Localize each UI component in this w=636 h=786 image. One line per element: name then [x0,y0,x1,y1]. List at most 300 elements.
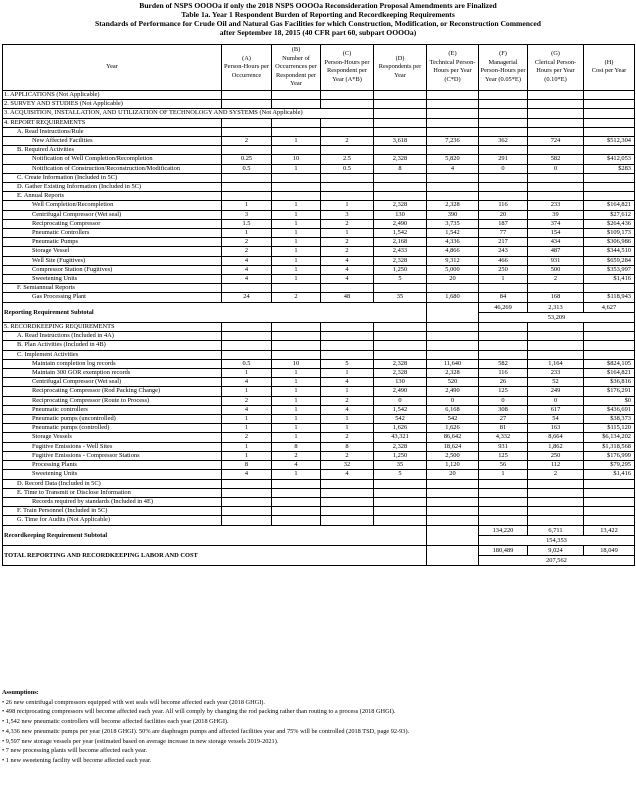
row-value-d [374,173,427,182]
row-value-b: 1 [272,470,321,479]
row-value-f [479,100,528,109]
row-value-c: 5 [321,359,374,368]
row-value-g [528,332,584,341]
row-value-b: 4 [272,461,321,470]
col-header-a [222,45,272,91]
row-value-c: 32 [321,461,374,470]
table-row [3,497,635,506]
row-value-f: 466 [479,256,528,265]
row-label: Pneumatic pumps (controlled) [3,424,222,433]
row-value-d [374,146,427,155]
subtotal-managerial: 6,711 [528,525,584,535]
row-value-b [272,127,321,136]
row-value-a: 24 [222,293,272,302]
row-value-e: 18,624 [427,442,479,451]
row-value-g: 250 [528,451,584,460]
row-value-h: $512,304 [584,136,635,145]
row-value-e [427,146,479,155]
row-label: Pneumatic Controllers [3,229,222,238]
row-value-h: $38,373 [584,415,635,424]
row-value-g [528,146,584,155]
row-value-b: 10 [272,359,321,368]
row-value-f [479,488,528,497]
row-label: Compressor Station (Fugitives) [3,265,222,274]
table-row [3,507,635,516]
row-value-f: 116 [479,201,528,210]
row-value-a: 2 [222,247,272,256]
row-value-f [479,118,528,127]
row-value-b: 8 [272,442,321,451]
row-value-d: 2,328 [374,256,427,265]
row-value-f [479,146,528,155]
row-value-h: $27,612 [584,210,635,219]
table-row [3,516,635,525]
row-value-h [584,284,635,293]
row-value-h [584,127,635,136]
table-row [3,192,635,201]
row-value-b [272,507,321,516]
row-value-g [528,497,584,506]
row-value-f: 187 [479,219,528,228]
row-value-b [272,146,321,155]
row-value-e [427,100,479,109]
row-value-a [222,507,272,516]
row-value-a: 2 [222,396,272,405]
header-line-2: Table 1a. Year 1 Respondent Burden of Reporting and Recordkeeping Requirements [181,10,455,20]
row-value-f [479,90,528,99]
table-row [3,451,635,460]
row-value-c [321,183,374,192]
table-row [3,284,635,293]
row-label: Pneumatic Pumps [3,238,222,247]
row-value-c [321,507,374,516]
row-value-h [584,323,635,332]
row-value-h [584,350,635,359]
col-header-d [374,45,427,91]
document-header [0,0,636,37]
row-value-h: $264,436 [584,219,635,228]
col-code-f: (F) [499,50,507,58]
row-value-h [584,100,635,109]
row-value-c: 8 [321,442,374,451]
row-value-a [222,173,272,182]
row-value-g: 54 [528,415,584,424]
row-label: Well Completion/Recompletion [3,201,222,210]
row-value-d: 3,618 [374,136,427,145]
row-value-b [272,350,321,359]
row-label: E. Time to Transmit or Disclose Information [3,488,222,497]
row-value-g: 168 [528,293,584,302]
subtotal-clerical: 13,422 [584,525,635,535]
row-label: 2. SURVEY AND STUDIES (Not Applicable) [3,100,222,109]
row-value-f: 125 [479,387,528,396]
row-value-b [272,183,321,192]
row-value-e [427,173,479,182]
row-value-e [427,118,479,127]
table-row [3,210,635,219]
assumption-item: • 4,336 new pneumatic pumps per year (2018 GHGI). 50% are diaphragm pumps and affected facilities year and 75% will be controlled (2018 TSD, page 92-93). [2,727,410,735]
row-value-b: 1 [272,229,321,238]
row-value-e [427,192,479,201]
row-value-h: $1,416 [584,470,635,479]
row-label: A. Read Instructions/Rule [3,127,222,136]
row-value-d: 2,433 [374,247,427,256]
row-value-b [272,173,321,182]
col-title-a: Person-Hours per Occurrence [224,63,269,79]
row-value-f: 582 [479,359,528,368]
row-value-e [427,350,479,359]
col-title-e: Technical Person-Hours per Year (C*D) [429,58,476,84]
row-label: Reciprocating Compressor (Rod Packing Change) [3,387,222,396]
row-label: 3. ACQUISITION, INSTALLATION, AND UTILIZATION OF TECHNOLOGY AND SYSTEMS (Not Applicable) [3,109,374,118]
row-value-b: 1 [272,247,321,256]
row-value-b [272,516,321,525]
row-label: New Affected Facilities [3,136,222,145]
row-value-f: 116 [479,369,528,378]
row-label: Processing Plants [3,461,222,470]
row-value-b: 1 [272,275,321,284]
row-value-d: 2,328 [374,369,427,378]
row-value-h: $344,510 [584,247,635,256]
row-value-f [479,323,528,332]
col-title-b: Number of Occurrences per Respondent per Year [275,54,317,88]
table-row [3,461,635,470]
row-value-c [321,332,374,341]
header-line-1: Burden of NSPS OOOOa if only the 2018 NSPS OOOOa Reconsideration Proposal Amendments are Finalized [139,1,497,10]
row-value-e [427,332,479,341]
col-code-h: (H) [604,58,614,66]
row-value-h: $176,291 [584,387,635,396]
row-value-e: 2,328 [427,201,479,210]
row-value-h: $353,997 [584,265,635,274]
row-value-b: 1 [272,369,321,378]
row-value-g: 500 [528,265,584,274]
table-row [3,396,635,405]
row-label: Gas Processing Plant [3,293,222,302]
row-value-f: 84 [479,293,528,302]
row-value-f: 0 [479,396,528,405]
row-value-g: 0 [528,164,584,173]
row-value-g [528,350,584,359]
row-value-f [479,284,528,293]
row-value-f: 931 [479,442,528,451]
row-value-a [222,118,272,127]
row-value-g [528,192,584,201]
row-value-a: 4 [222,256,272,265]
table-row [3,90,635,99]
row-value-b: 1 [272,210,321,219]
row-value-f [479,192,528,201]
row-value-a: 8 [222,461,272,470]
row-value-c [321,127,374,136]
row-value-h [584,90,635,99]
row-value-c: 2 [321,451,374,460]
row-value-c [321,516,374,525]
row-value-d: 1,250 [374,265,427,274]
row-value-g: 724 [528,136,584,145]
row-value-f [479,497,528,506]
row-value-e: 542 [427,415,479,424]
row-value-e [427,90,479,99]
row-value-d: 1,542 [374,405,427,414]
table-row [3,323,635,332]
row-value-a [222,323,272,332]
row-value-g: 112 [528,461,584,470]
assumption-item: • 7 new processing plants will become affected each year. [2,747,148,755]
subtotal-clerical: 18,049 [584,545,635,555]
subtotal-label-reporting: Reporting Requirement Subtotal [3,302,427,322]
table-header-row [3,45,635,91]
row-value-h [584,507,635,516]
row-label: A. Read Instructions (Included in 4A) [3,332,222,341]
row-value-g: 2 [528,275,584,284]
row-label: Reciprocating Compressor (Route to Process) [3,396,222,405]
row-value-a: 1 [222,442,272,451]
row-value-c: 0.5 [321,164,374,173]
row-value-h: $824,105 [584,359,635,368]
row-label: C. Create Information (Included in 5C) [3,173,222,182]
assumption-item: • 498 reciprocating compressors will become affected each year. All will comply by changing the rod packing rather than routing to a process (2018 GHGI). [2,708,396,716]
subtotal-managerial: 2,313 [528,302,584,312]
table-row [3,229,635,238]
row-value-f [479,507,528,516]
row-value-b: 1 [272,396,321,405]
col-code-e: (E) [448,50,457,58]
row-value-a: 1 [222,387,272,396]
row-value-e [427,127,479,136]
row-value-e: 7,236 [427,136,479,145]
row-value-g: 39 [528,210,584,219]
row-value-e: 3,735 [427,219,479,228]
row-value-a: 4 [222,275,272,284]
row-value-e [427,479,479,488]
row-value-g: 249 [528,387,584,396]
row-value-g [528,479,584,488]
row-value-b: 1 [272,136,321,145]
row-label: Centrifugal Compressor (Wet seal) [3,378,222,387]
row-value-g: 163 [528,424,584,433]
table-row [3,442,635,451]
row-value-a [222,100,272,109]
row-value-g [528,118,584,127]
row-value-c: 1 [321,369,374,378]
row-value-f: 0 [479,164,528,173]
row-value-c: 1 [321,201,374,210]
row-value-a: 4 [222,378,272,387]
row-value-h: $0 [584,396,635,405]
row-value-g [528,488,584,497]
row-value-h [584,341,635,350]
row-value-b [272,100,321,109]
row-label: 5. RECORDKEEPING REQUIREMENTS [3,323,222,332]
table-row [3,109,635,118]
row-value-g [528,284,584,293]
row-value-g: 2 [528,470,584,479]
row-value-e: 1,120 [427,461,479,470]
table-row [3,359,635,368]
row-value-h: $79,295 [584,461,635,470]
row-value-g: 617 [528,405,584,414]
subtotal-technical: 180,489 [479,545,528,555]
row-value-e: 11,640 [427,359,479,368]
row-value-c: 2 [321,238,374,247]
table-row [3,100,635,109]
row-value-h: $412,053 [584,155,635,164]
row-value-g: 52 [528,378,584,387]
row-value-d: 0 [374,396,427,405]
row-value-b [272,192,321,201]
row-value-h: $283 [584,164,635,173]
assumption-item: • 1 new sweetening facility will become affected each year. [2,756,152,764]
table-row [3,341,635,350]
row-value-g [528,109,584,118]
row-label: G. Time for Audits (Not Applicable) [3,516,222,525]
row-value-d: 35 [374,293,427,302]
row-label: F. Semiannual Reports [3,284,222,293]
row-value-g: 931 [528,256,584,265]
subtotal-label-total: TOTAL REPORTING AND RECORDKEEPING LABOR AND COST [3,545,427,565]
row-value-b: 1 [272,387,321,396]
row-value-e: 0 [427,396,479,405]
row-value-e [427,516,479,525]
table-row [3,378,635,387]
row-value-c [321,173,374,182]
row-value-d: 2,490 [374,219,427,228]
row-value-g [528,516,584,525]
row-value-g: 1,862 [528,442,584,451]
row-value-g: 582 [528,155,584,164]
row-value-a: 1 [222,424,272,433]
row-value-b: 10 [272,155,321,164]
row-value-f [479,183,528,192]
row-value-e: 2,500 [427,451,479,460]
row-value-a: 1.5 [222,219,272,228]
row-value-g [528,127,584,136]
table-row [3,293,635,302]
row-value-d: 5 [374,470,427,479]
row-value-c [321,118,374,127]
row-value-d [374,332,427,341]
row-value-c: 4 [321,256,374,265]
table-row [3,173,635,182]
row-value-d [374,109,427,118]
header-line-3: Standards of Performance for Crude Oil and Natural Gas Facilities for which Construction, Modification, or Reconstruction Commenced [95,19,541,29]
row-value-f: 125 [479,451,528,460]
row-value-c: 4 [321,265,374,274]
table-row [3,415,635,424]
row-label: Reciprocating Compressor [3,219,222,228]
row-value-c: 2 [321,219,374,228]
col-header-g [528,45,584,91]
row-value-h [584,183,635,192]
row-value-d [374,127,427,136]
row-value-e [427,497,479,506]
table-row [3,350,635,359]
row-value-f: 1 [479,275,528,284]
table-row [3,387,635,396]
subtotal-row-reporting [3,302,635,312]
assumption-item: • 26 new centrifugal compressors equipped with wet seals will become affected each year (2018 GHGI). [2,698,265,706]
row-value-a: 4 [222,470,272,479]
row-value-c: 1 [321,387,374,396]
row-value-b: 2 [272,451,321,460]
row-value-h: $36,816 [584,378,635,387]
row-value-b: 1 [272,378,321,387]
row-value-d [374,90,427,99]
row-label: Notification of Construction/Reconstruction/Modification [3,164,222,173]
row-value-a [222,350,272,359]
row-value-a: 4 [222,405,272,414]
row-value-a: 0.25 [222,155,272,164]
row-value-d [374,323,427,332]
row-value-g: 0 [528,396,584,405]
row-value-f [479,516,528,525]
subtotal-combined-hours: 53,209 [479,312,635,322]
row-value-g [528,323,584,332]
row-value-a: 1 [222,415,272,424]
row-value-d [374,507,427,516]
row-value-b [272,332,321,341]
row-value-a: 2 [222,136,272,145]
row-value-e: 1,626 [427,424,479,433]
row-value-b: 1 [272,256,321,265]
table-row [3,247,635,256]
row-value-d: 2,328 [374,442,427,451]
subtotal-label-recordkeeping: Recordkeeping Requirement Subtotal [3,525,427,545]
table-row [3,265,635,274]
assumptions-list [2,698,634,766]
row-value-b [272,341,321,350]
row-value-a: 0.5 [222,359,272,368]
row-value-d [374,192,427,201]
row-value-d [374,497,427,506]
row-label: Records required by standards (Included in 4E) [3,497,222,506]
row-value-c [321,100,374,109]
assumption-item: • 9,597 new storage vessels per year (estimated based on average increase in new storage vessels 2019-2021). [2,737,279,745]
subtotal-technical: 46,269 [479,302,528,312]
table-row [3,127,635,136]
row-label: D. Gather Existing Information (Included in 5C) [3,183,222,192]
row-value-g: 374 [528,219,584,228]
row-value-b: 1 [272,238,321,247]
row-value-a [222,146,272,155]
row-value-d [374,100,427,109]
col-title-g: Clerical Person-Hours per Year (0.10*E) [534,58,577,84]
row-value-a [222,284,272,293]
row-value-h: $118,943 [584,293,635,302]
subtotal-blank [427,545,479,565]
row-value-f: 291 [479,155,528,164]
row-value-d: 5 [374,275,427,284]
col-code-c: (C) [342,50,352,58]
row-value-a: 1 [222,229,272,238]
row-value-b: 1 [272,405,321,414]
row-value-a [222,341,272,350]
col-title-h: Cost per Year [591,67,627,75]
row-value-h [584,497,635,506]
table-row [3,183,635,192]
row-value-f [479,127,528,136]
col-title-f: Managerial Person-Hours per Year (0.05*E) [480,58,526,84]
row-value-f: 1 [479,470,528,479]
row-value-h: $436,691 [584,405,635,414]
col-header-h [584,45,635,91]
row-value-c: 4 [321,378,374,387]
row-value-d: 2,328 [374,155,427,164]
table-row [3,155,635,164]
row-value-b: 1 [272,164,321,173]
row-value-c [321,192,374,201]
